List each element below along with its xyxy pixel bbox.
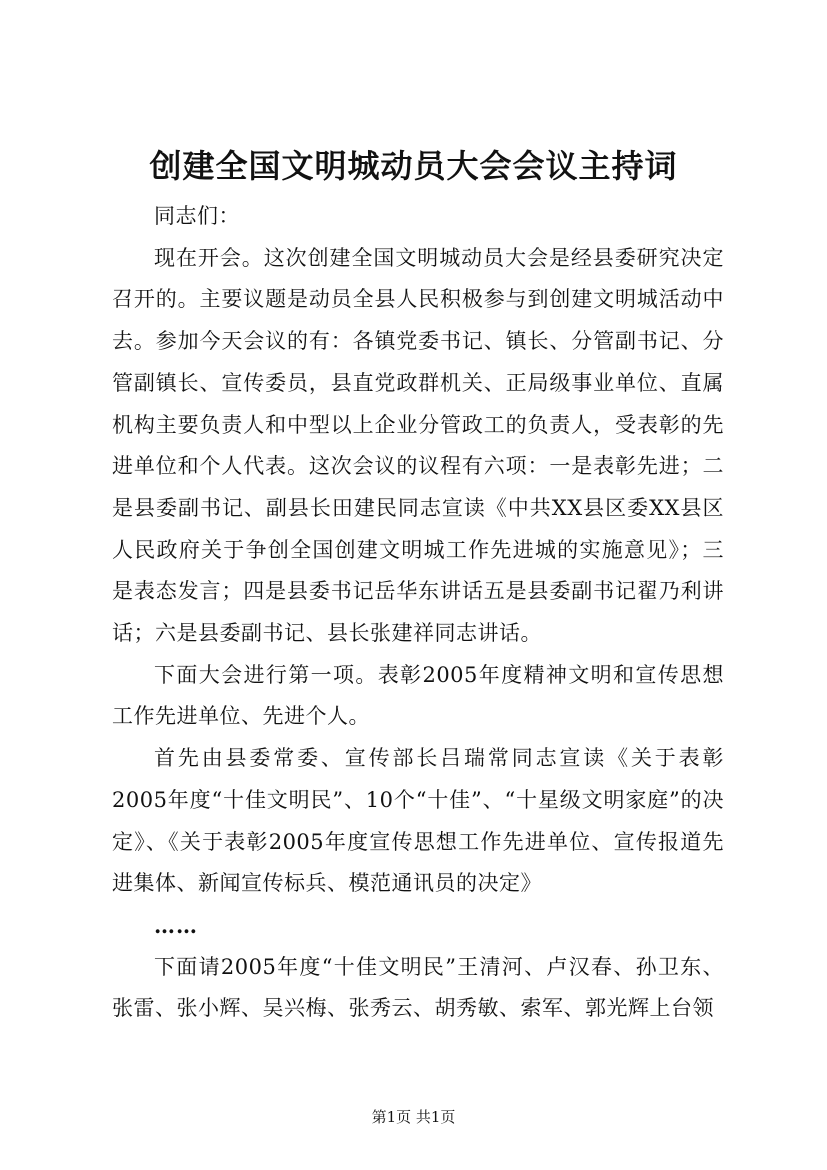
document-title: 创建全国文明城动员大会会议主持词 (149, 147, 678, 185)
paragraph-commendation-reading: 首先由县委常委、宣传部长吕瑞常同志宣读《关于表彰2005年度“十佳文明民”、10个“十佳”、“十星级文明家庭”的决定》、《关于表彰2005年度宣传思想工作先进单位、宣传报道先进集体、新闻宣传标兵、模范通讯员的决定》 (112, 746, 724, 896)
paragraph-ellipsis: …… (154, 912, 198, 938)
paragraph-salutation: 同志们： (154, 204, 240, 228)
paragraph-agenda-item-one: 下面大会进行第一项。表彰2005年度精神文明和宣传思想工作先进单位、先进个人。 (112, 662, 724, 729)
page-footer: 第1页 共1页 (371, 1108, 456, 1126)
paragraph-award-recipients: 下面请2005年度“十佳文明民”王清河、卢汉春、孙卫东、张雷、张小辉、吴兴梅、张秀云、胡秀敏、索军、郭光辉上台领 (112, 954, 724, 1021)
paragraph-opening: 现在开会。这次创建全国文明城动员大会是经县委研究决定召开的。主要议题是动员全县人民积极参与到创建文明城活动中去。参加今天会议的有：各镇党委书记、镇长、分管副书记、分管副镇长、宣传委员，县直党政群机关、正局级事业单位、直属机构主要负责人和中型以上企业分管政工的负责人，受表彰的先进单位和个人代表。这次会议的议程有六项：一是表彰先进；二是县委副书记、副县长田建民同志宣读《中共XX县区委XX县区人民政府关于争创全国创建文明城工作先进城的实施意见》；三是表态发言；四是县委书记岳华东讲话五是县委副书记翟乃利讲话；六是县委副书记、县长张建祥同志讲话。 (112, 245, 724, 646)
document-body (112, 196, 724, 1030)
